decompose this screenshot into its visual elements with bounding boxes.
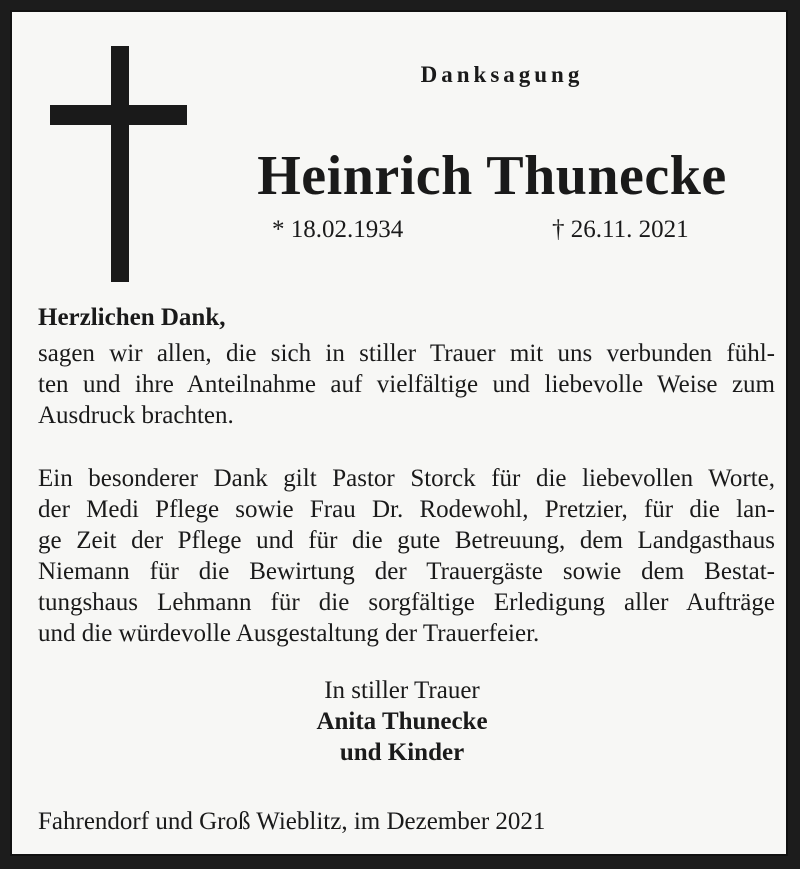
signatory-family: und Kinder: [339, 739, 465, 766]
paragraph-line: und die würdevolle Ausgestaltung der Trauerfeier.: [38, 620, 540, 647]
signatory-name: Anita Thunecke: [316, 708, 488, 735]
cross-icon-bar: [50, 105, 187, 125]
paragraph-line: sagen wir allen, die sich in stiller Trauer mit uns verbunden fühl-: [38, 340, 775, 367]
paragraph-line: Ausdruck brachten.: [38, 402, 234, 429]
paragraph-line: der Medi Pflege sowie Frau Dr. Rodewohl, Pretzier, für die lan-: [38, 496, 775, 523]
place-date: Fahrendorf und Groß Wieblitz, im Dezember 2021: [38, 808, 546, 835]
closing-line: In stiller Trauer: [324, 677, 480, 704]
paragraph-line: ten und ihre Anteilnahme auf vielfältige und liebevolle Weise zum: [38, 371, 775, 398]
birth-date: * 18.02.1934: [272, 216, 404, 243]
deceased-name: Heinrich Thunecke: [257, 145, 727, 207]
obituary-card: [10, 10, 788, 856]
paragraph-special-thanks: [38, 463, 775, 649]
paragraph-line: Ein besonderer Dank gilt Pastor Storck für die liebevollen Worte,: [38, 465, 775, 492]
greeting: Herzlichen Dank,: [38, 304, 226, 331]
death-date: † 26.11. 2021: [552, 216, 689, 243]
closing-block: [212, 675, 592, 768]
paragraph-thanks: [38, 338, 775, 431]
heading: Danksagung: [420, 62, 584, 87]
paragraph-line: ge Zeit der Pflege und für die gute Betreuung, dem Landgasthaus: [38, 527, 775, 554]
paragraph-line: tungshaus Lehmann für die sorgfältige Erledigung aller Aufträge: [38, 589, 775, 616]
cross-icon: [111, 46, 129, 282]
paragraph-line: Niemann für die Bewirtung der Trauergäste sowie dem Bestat-: [38, 558, 775, 585]
